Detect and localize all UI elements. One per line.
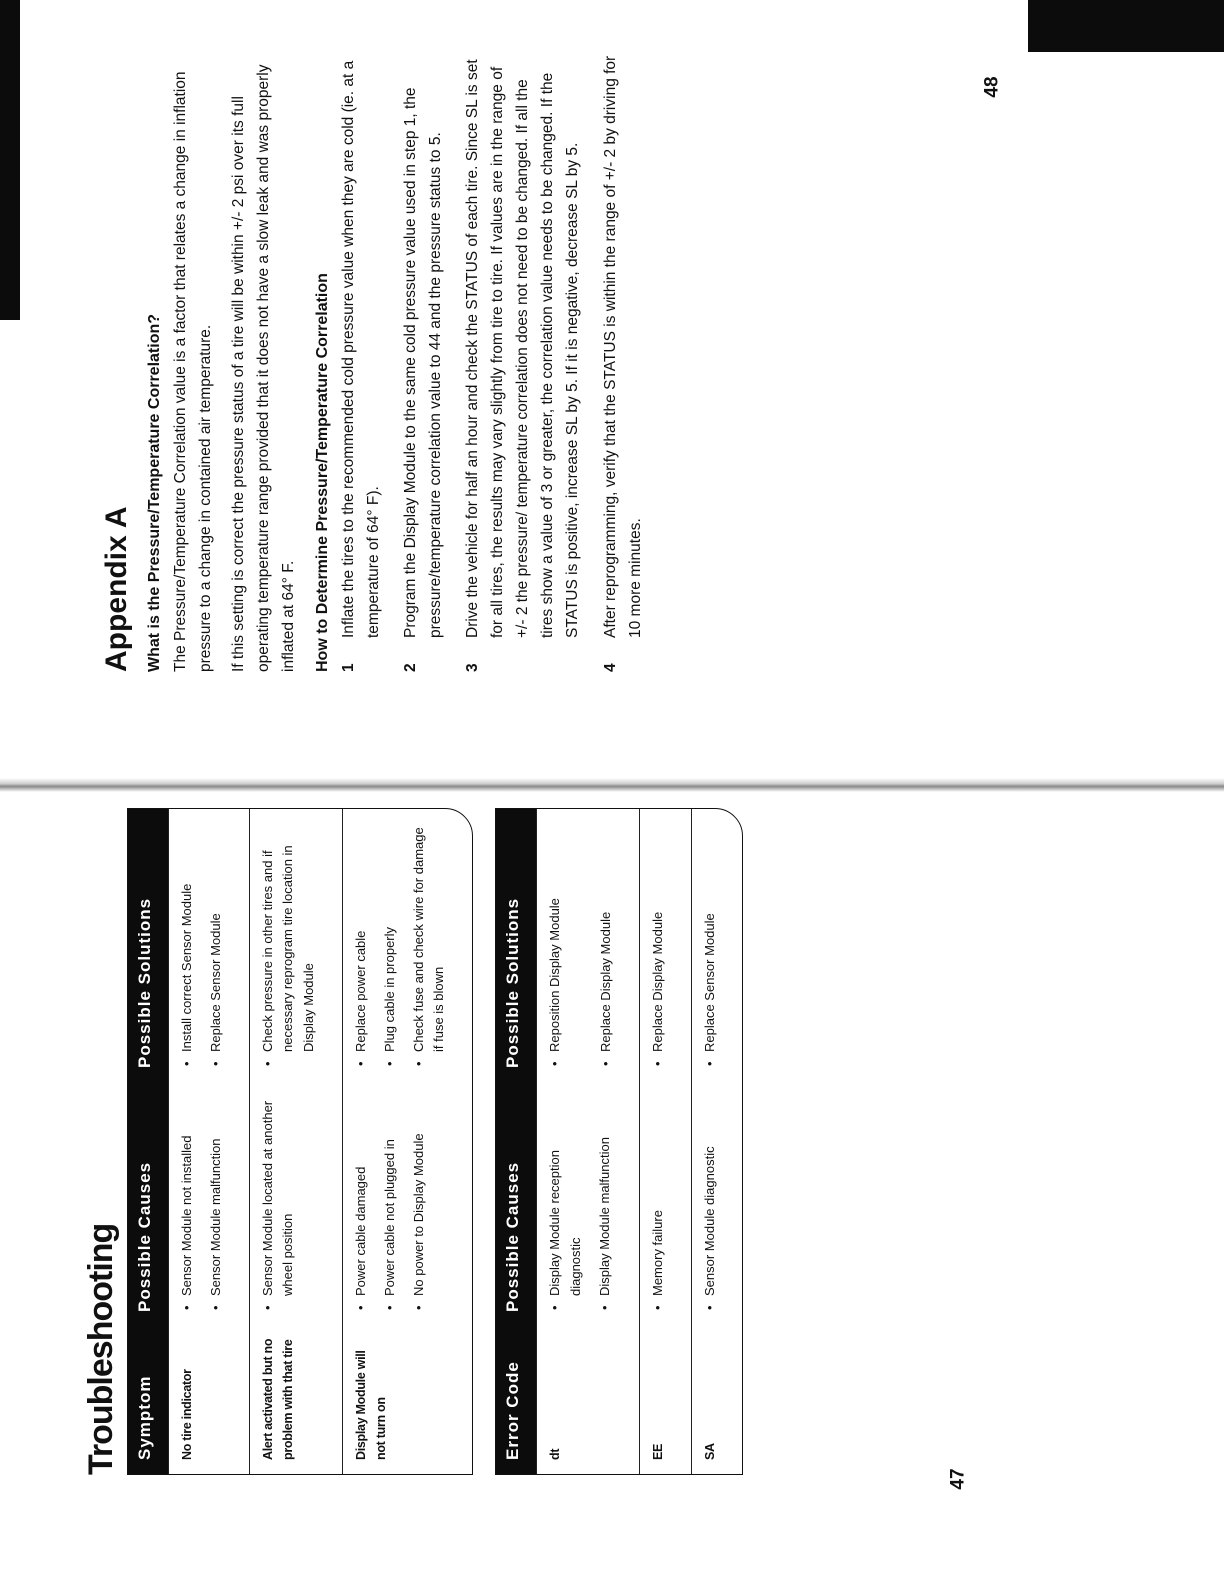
solution-item: • Install correct Sensor Module [177, 819, 198, 1068]
cause-item: • Power cable not plugged in [380, 1090, 401, 1312]
table-row [249, 809, 342, 1474]
section-heading: How to Determine Pressure/Temperature Correlation [313, 273, 331, 672]
error-code-table [495, 808, 743, 1475]
header-symptom: Symptom [135, 1375, 154, 1460]
page-number-left: 47 [947, 1468, 969, 1490]
cause-item: • Display Module reception diagnostic [545, 1090, 587, 1312]
solution-item: • Replace Sensor Module [206, 819, 227, 1068]
step-item [398, 52, 448, 672]
step-number: 1 [339, 663, 357, 672]
cause-item: • Sensor Module not installed [177, 1090, 198, 1312]
error-code-cell: EE [650, 1443, 665, 1460]
table-row [342, 809, 472, 1474]
symptom-cell: No tire indicator [180, 1369, 194, 1460]
solution-item: • Replace Display Module [648, 819, 669, 1068]
step-number: 2 [401, 663, 419, 672]
table-row [639, 809, 691, 1474]
scan-edge-left [0, 0, 20, 320]
solution-item: • Check fuse and check wire for damage if fuse is blown [409, 819, 451, 1068]
cause-item: • Sensor Module malfunction [206, 1090, 227, 1312]
header-error-code: Error Code [503, 1361, 523, 1460]
header-causes: Possible Causes [135, 1161, 154, 1312]
appendix-title: Appendix A [100, 506, 133, 672]
step-number: 4 [601, 663, 619, 672]
solution-item: • Replace Display Module [596, 819, 617, 1068]
error-code-cell: SA [702, 1443, 717, 1460]
error-code-cell: dt [548, 1448, 563, 1460]
cause-item: • Power cable damaged [351, 1090, 372, 1312]
solution-item: • Replace power cable [351, 819, 372, 1068]
symptom-cell: Display Module will not turn on [353, 1350, 388, 1460]
symptom-cell: Alert activated but no problem with that tire [260, 1338, 295, 1460]
cause-item: • Sensor Module located at another wheel position [258, 1090, 300, 1312]
section-heading: What is the Pressure/Temperature Correlation? [146, 313, 163, 672]
header-solutions: Possible Solutions [135, 897, 154, 1068]
cause-item: • No power to Display Module [409, 1090, 430, 1312]
step-item [598, 52, 648, 672]
cause-item: • Sensor Module diagnostic [700, 1090, 721, 1312]
step-number: 3 [463, 663, 481, 672]
table-header [496, 809, 536, 1474]
solution-item: • Plug cable in properly [380, 819, 401, 1068]
solution-item: • Reposition Display Module [545, 819, 566, 1068]
header-causes: Possible Causes [503, 1161, 523, 1312]
page-title: Troubleshooting [82, 1223, 120, 1475]
cause-item: • Display Module malfunction [595, 1090, 616, 1312]
paragraph: If this setting is correct the pressure status of a tire will be within +/- 2 psi over its full operating temperature range provided that it does not have a slow leak and was properly inflated at 64° F. [230, 64, 298, 672]
step-item [460, 52, 586, 672]
table-row [168, 809, 249, 1474]
paragraph: The Pressure/Temperature Correlation value is a factor that relates a change in inflation pressure to a change in contained air temperature. [172, 71, 215, 672]
table-header [128, 809, 168, 1474]
cause-item: • Memory failure [648, 1090, 669, 1312]
header-solutions: Possible Solutions [503, 897, 523, 1068]
table-row [536, 809, 639, 1474]
scan-edge-top-right [1028, 0, 1224, 52]
symptom-table [127, 808, 473, 1475]
troubleshooting-page [82, 775, 902, 1475]
step-text: After reprogramming, verify that the STATUS is within the range of +/- 2 by driving for 10 more minutes. [601, 55, 644, 638]
page-number-right: 48 [981, 76, 1003, 98]
step-text: Drive the vehicle for half an hour and check the STATUS of each tire. Since SL is set for all tires, the results may vary slightly from tire to tire. If values are in the range of +/- 2 the pressure/ temperature correlation does not need to be changed. If all the tires show a value of 3 or greater, the correlation value needs to be changed. If the STATUS is positive, increase SL by 5. If it is negative, decrease SL by 5. [463, 59, 582, 638]
solution-item: • Replace Sensor Module [700, 819, 721, 1068]
step-text: Program the Display Module to the same cold pressure value used in step 1, the pressure/temperature correlation value to 44 and the pressure status to 5. [401, 87, 444, 638]
table-row [691, 809, 743, 1474]
appendix-page [100, 52, 800, 672]
step-text: Inflate the tires to the recommended cold pressure value when they are cold (ie. at a temperature of 64° F). [339, 60, 382, 638]
step-item [336, 52, 386, 672]
solution-item: • Check pressure in other tires and if necessary reprogram tire location in Display Module [258, 819, 320, 1068]
